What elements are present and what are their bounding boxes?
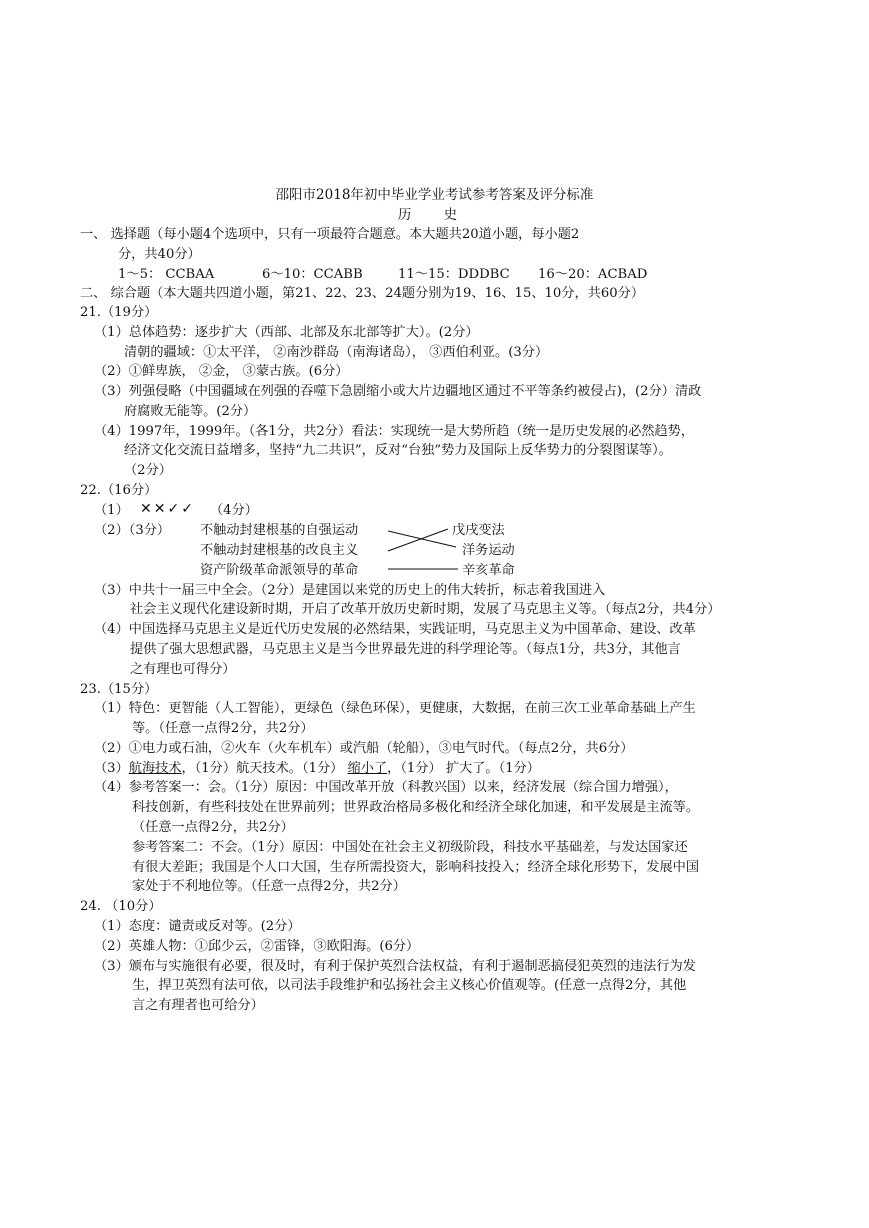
mc-answer-11-15: 11～15：DDDBC bbox=[398, 267, 510, 282]
q22-p4-line: 之有理也可得分） bbox=[130, 662, 236, 677]
q23-p1-line: （1）特色：更智能（人工智能），更绿色（绿色环保），更健康，大数据，在前三次工业革命基础上产生 bbox=[94, 701, 696, 716]
q22-p3-line: 社会主义现代化建设新时期，开启了改革开放历史新时期，发展了马克思主义等。（每点2分，共4分） bbox=[130, 602, 721, 617]
q23-p1-line: 等。（任意一点得2分，共2分） bbox=[132, 721, 314, 736]
q22-p1-score: （4分） bbox=[210, 503, 258, 518]
q21-line: （2）①鲜卑族， ②金， ③蒙古族。(6分） bbox=[94, 364, 349, 379]
q23-p2-line: （2）①电力或石油，②火车（火车机车）或汽船（轮船），③电气时代。（每点2分，共6分） bbox=[94, 741, 634, 756]
q22-p1-label: （1） bbox=[94, 503, 129, 518]
q23-p4-line: 参考答案二：不会。（1分）原因：中国处在社会主义初级阶段，科技水平基础差，与发达国家还 bbox=[132, 840, 688, 855]
q21-line: （3）列强侵略（中国疆域在列强的吞噬下急剧缩小或大片边疆地区通过不平等条约被侵占)，(2分）清政 bbox=[94, 384, 702, 399]
q23-p3-score-a: ，（1分）航天技术。（1分） bbox=[181, 761, 344, 776]
q21-line: （1）总体趋势：逐步扩大（西部、北部及东北部等扩大）。(2分） bbox=[94, 325, 479, 340]
q24-line: 生，捍卫英烈有法可依，以司法手段维护和弘扬社会主义核心价值观等。(任意一点得2分，其他 bbox=[132, 978, 687, 993]
matching-left-item: 不触动封建根基的改良主义 bbox=[200, 543, 359, 558]
section1-title-cont: 分，共40分） bbox=[118, 247, 201, 262]
section1-title: 一、 选择题（每小题4个选项中，只有一项最符合题意。本大题共20道小题，每小题2 bbox=[80, 227, 580, 242]
q23-p4-line: （4）参考答案一：会。（1分）原因：中国改革开放（科教兴国）以来，经济发展（综合国力增强）， bbox=[94, 780, 678, 795]
subject-title: 历 史 bbox=[397, 207, 472, 223]
connector-line bbox=[388, 529, 448, 551]
underlined-answer: 缩小了 bbox=[347, 761, 388, 776]
mc-answer-16-20: 16～20：ACBAD bbox=[538, 267, 648, 282]
q22-p2-label: （2）（3分） bbox=[94, 523, 171, 538]
q21-line: 府腐败无能等。(2分） bbox=[124, 404, 257, 419]
q24-line: （2）英雄人物：①邱少云，②雷锋，③欧阳海。(6分） bbox=[94, 939, 420, 954]
q23-p4-line: 科技创新，有些科技处在世界前列；世界政治格局多极化和经济全球化加速，和平发展是主流等。 bbox=[132, 800, 700, 815]
matching-left-item: 资产阶级革命派领导的革命 bbox=[200, 563, 359, 578]
q23-heading: 23.（15分） bbox=[80, 682, 158, 697]
document-title: 邵阳市2018年初中毕业学业考试参考答案及评分标准 bbox=[275, 187, 594, 203]
q21-heading: 21.（19分） bbox=[80, 305, 158, 320]
q23-p4-line: 有很大差距；我国是个人口大国，生存所需投资大，影响科技投入；经济全球化形势下，发展中国 bbox=[132, 860, 700, 875]
q21-line: 经济文化交流日益增多，坚持“九二共识”，反对“台独”势力及国际上反华势力的分裂图谋等）。 bbox=[124, 443, 672, 458]
q21-line: （2分） bbox=[124, 463, 172, 478]
q22-p4-line: 提供了强大思想武器，马克思主义是当今世界最先进的科学理论等。（每点1分，共3分，其他言 bbox=[130, 642, 681, 657]
q24-heading: 24. （10分） bbox=[80, 899, 162, 914]
q22-p3-line: （3）中共十一届三中全会。（2分）是建国以来党的历史上的伟大转折，标志着我国进入 bbox=[94, 583, 606, 598]
q21-line: （4）1997年，1999年。（各1分，共2分）看法：实现统一是大势所趋（统一是历史发展的必然趋势， bbox=[94, 424, 695, 439]
q24-line: 言之有理者也可给分） bbox=[132, 998, 264, 1013]
q21-line: 清朝的疆域：①太平洋， ②南沙群岛（南海诸岛）， ③西伯利亚。(3分） bbox=[124, 345, 549, 360]
q22-heading: 22.（16分） bbox=[80, 483, 158, 498]
q24-line: （1）态度：谴责或反对等。(2分） bbox=[94, 919, 301, 934]
matching-right-item: 洋务运动 bbox=[462, 543, 515, 558]
q22-judgement-marks: ✕✕✓✓ bbox=[140, 501, 195, 517]
q23-p4-line: 家处于不利地位等。（任意一点得2分，共2分） bbox=[132, 879, 406, 894]
matching-left-item: 不触动封建根基的自强运动 bbox=[200, 523, 359, 538]
section2-title: 二、 综合题（本大题共四道小题，第21、22、23、24题分别为19、16、15、10分，共60分） bbox=[80, 286, 645, 301]
q23-p3-score-b: ，（1分） 扩大了。（1分） bbox=[387, 761, 540, 776]
mc-answer-1-5: 1～5： CCBAA bbox=[118, 267, 215, 282]
matching-right-item: 辛亥革命 bbox=[462, 563, 515, 578]
matching-right-item: 戊戌变法 bbox=[452, 523, 505, 538]
q23-p4-line: （任意一点得2分，共2分） bbox=[132, 820, 294, 835]
underlined-answer: 航海技术 bbox=[128, 761, 182, 776]
q24-line: （3）颁布与实施很有必要，很及时，有利于保护英烈合法权益，有利于遏制恶搞侵犯英烈的违法行为发 bbox=[94, 959, 696, 974]
q22-p4-line: （4）中国选择马克思主义是近代历史发展的必然结果，实践证明，马克思主义为中国革命、建设、改革 bbox=[94, 622, 696, 637]
q23-p3-label: （3） bbox=[94, 761, 129, 776]
q23-p3-line bbox=[94, 759, 540, 779]
matching-connector-lines bbox=[384, 519, 464, 579]
mc-answer-6-10: 6～10：CCABB bbox=[262, 267, 363, 282]
